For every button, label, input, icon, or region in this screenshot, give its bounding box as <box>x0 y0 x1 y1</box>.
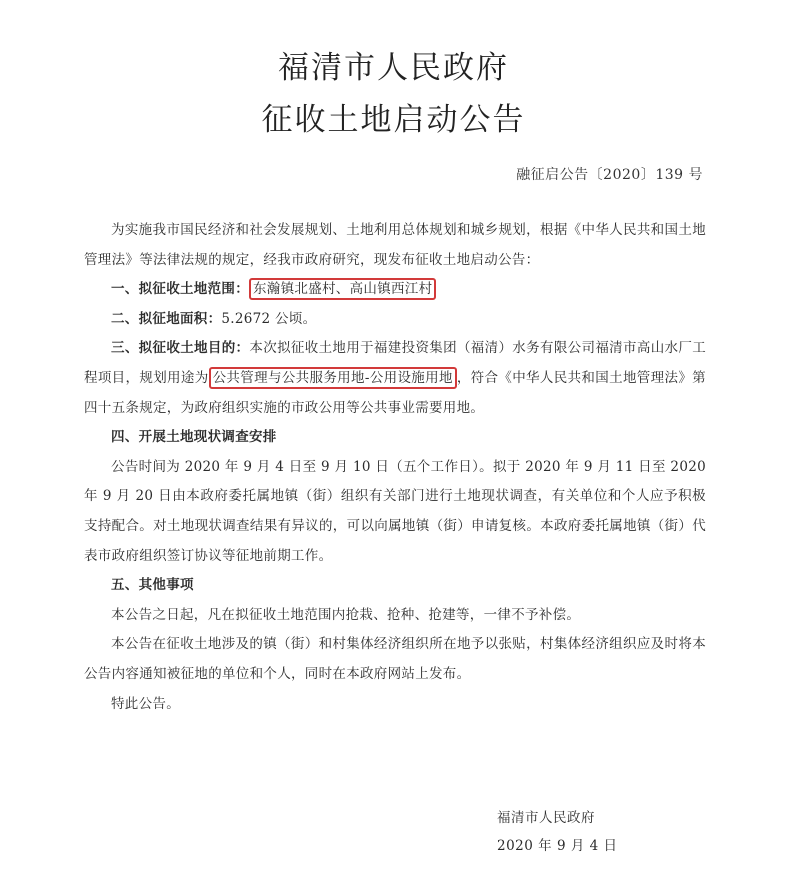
item3-text-before: 本次拟征收土地用于福建投资集团（福清）水务有限公司福清市高山水厂工程项目，规划用途为 <box>84 340 707 386</box>
item1-paragraph <box>84 275 706 305</box>
intro-paragraph: 为实施我市国民经济和社会发展规划、土地利用总体规划和城乡规划，根据《中华人民共和国土地管理法》等法律法规的规定，经我市政府研究，现发布征收土地启动公告： <box>84 222 706 268</box>
item5-heading-paragraph <box>84 571 706 601</box>
item5-paragraph-2: 本公告在征收土地涉及的镇（街）和村集体经济组织所在地予以张贴，村集体经济组织应及时将本公告内容通知被征地的单位和个人，同时在本政府网站上发布。 <box>84 636 706 682</box>
land-use-highlight: 公共管理与公共服务用地-公用设施用地 <box>209 367 457 389</box>
item4-heading-paragraph <box>84 423 706 453</box>
item5-paragraph-1: 本公告之日起，凡在拟征收土地范围内抢栽、抢种、抢建等，一律不予补偿。 <box>111 606 581 623</box>
item2-heading: 二、拟征地面积： <box>111 310 222 327</box>
signature-date: 2020 年 9 月 4 日 <box>497 838 618 854</box>
land-area-value: 5.2672 公顷。 <box>221 310 317 327</box>
item4-heading: 四、开展土地现状调查安排 <box>111 429 277 446</box>
document-body <box>84 216 706 719</box>
item1-heading: 一、拟征收土地范围： <box>111 281 249 298</box>
closing-paragraph: 特此公告。 <box>111 695 180 712</box>
item2-paragraph <box>84 305 706 335</box>
document-title-line1: 福清市人民政府 <box>278 50 509 86</box>
land-scope-highlight: 东瀚镇北盛村、高山镇西江村 <box>249 278 436 300</box>
item3-heading: 三、拟征收土地目的： <box>111 340 250 357</box>
item4-paragraph: 公告时间为 2020 年 9 月 4 日至 9 月 10 日（五个工作日）。拟于 2020 年 9 月 11 日至 2020 年 9 月 20 日由本政府委托属地镇（街）组织有关部门进行土地现状调查，有关单位和个人应予积极支持配合。对土地现状调查结果有异议的，可以向属地镇（街）申请复核。本政府委托属地镇（街）代表市政府组织签订协议等征地前期工作。 <box>84 458 706 564</box>
document-title-line2: 征收土地启动公告 <box>261 102 526 138</box>
document-number: 融征启公告〔2020〕139 号 <box>516 167 703 183</box>
item5-heading: 五、其他事项 <box>111 577 194 594</box>
item3-paragraph <box>84 334 706 423</box>
item3-text-after: ，符合《中华人民共和国土地管理法》第四十五条规定，为政府组织实施的市政公用等公共事业需要用地。 <box>84 369 706 416</box>
signature-organization: 福清市人民政府 <box>497 810 595 826</box>
